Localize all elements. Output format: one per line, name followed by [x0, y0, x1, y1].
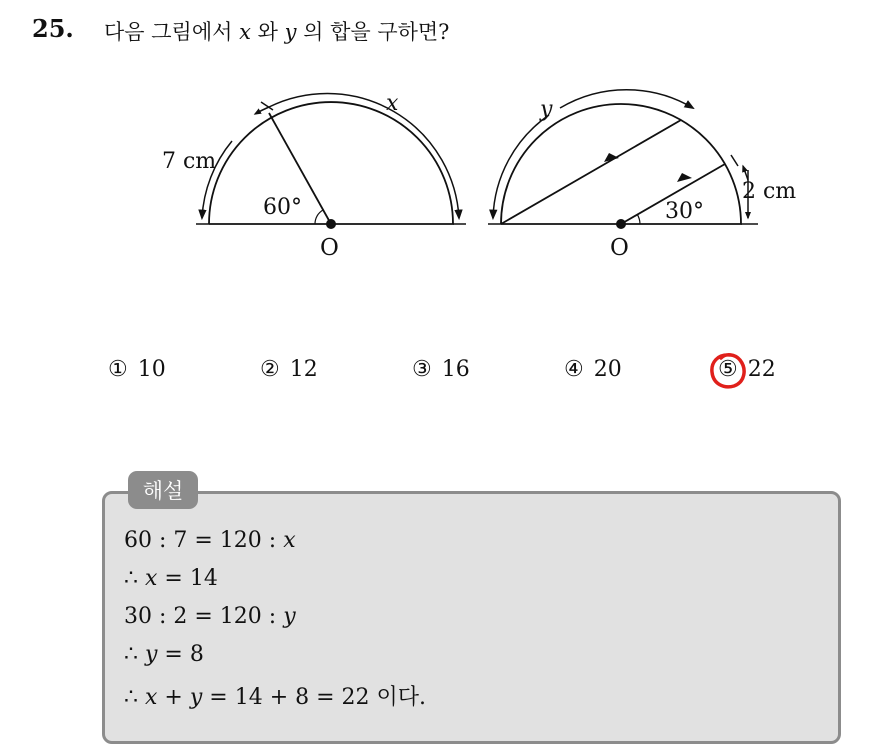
variable-x: x	[145, 566, 158, 591]
solution-text: ∴	[124, 685, 145, 710]
right-angle-label: 30°	[665, 199, 704, 224]
choice-value: 22	[747, 357, 776, 382]
choice-4[interactable]	[564, 357, 622, 382]
left-semicircle	[209, 102, 453, 224]
solution-text: 60 : 7 = 120 :	[124, 528, 284, 553]
variable-y: y	[145, 642, 158, 667]
left-arc-label: x	[386, 91, 399, 116]
variable-x: x	[283, 528, 296, 553]
variable-y: y	[283, 604, 296, 629]
solution-text: ∴	[124, 642, 145, 667]
solution-text: = 8	[157, 642, 204, 667]
question-number: 25.	[32, 14, 74, 43]
semicircle-figure	[0, 0, 884, 300]
choice-marker: ②	[260, 357, 280, 382]
left-center-label: O	[320, 235, 339, 261]
question-text-part: 와	[250, 20, 285, 44]
question-text-part: 의 합을 구하면?	[296, 20, 450, 44]
variable-y: y	[189, 685, 203, 710]
right-length-label: 2 cm	[742, 179, 797, 204]
solution-text: = 14	[157, 566, 218, 591]
choice-marker: ⑤	[718, 357, 738, 382]
solution-line-1	[124, 528, 296, 553]
left-radius-label: 7 cm	[162, 149, 217, 174]
right-center-dot	[616, 219, 626, 229]
solution-line-4	[124, 642, 204, 667]
choice-value: 20	[593, 357, 622, 382]
solution-line-2	[124, 566, 218, 591]
solution-tag: 해설	[128, 471, 198, 509]
choice-value: 16	[441, 357, 470, 382]
solution-text: ∴	[124, 566, 145, 591]
right-semicircle	[501, 104, 741, 224]
choice-marker: ①	[108, 357, 128, 382]
choice-2[interactable]	[260, 357, 318, 382]
left-angle-label: 60°	[263, 195, 302, 220]
right-direction-arrows	[604, 153, 692, 182]
right-arc-label: y	[540, 97, 553, 122]
solution-text: +	[157, 685, 190, 710]
right-center-label: O	[610, 235, 629, 261]
choice-value: 12	[289, 357, 318, 382]
answer-circle-mark	[707, 347, 751, 393]
choice-value: 10	[137, 357, 166, 382]
solution-line-3	[124, 604, 296, 629]
solution-text: = 14 + 8 = 22 이다.	[202, 685, 427, 710]
choice-marker: ④	[564, 357, 584, 382]
variable-x: x	[239, 20, 251, 44]
variable-x: x	[145, 685, 158, 710]
right-ticks	[488, 155, 758, 224]
variable-y: y	[284, 20, 297, 44]
choice-marker: ③	[412, 357, 432, 382]
solution-text: 30 : 2 = 120 :	[124, 604, 284, 629]
choice-1[interactable]	[108, 357, 166, 382]
right-arc-arrows	[493, 90, 748, 218]
left-arc-ticks	[196, 102, 466, 224]
choice-3[interactable]	[412, 357, 470, 382]
left-center-dot	[326, 219, 336, 229]
solution-line-5	[124, 680, 426, 711]
question-text-part: 다음 그림에서	[104, 20, 240, 44]
left-arc-arrows	[202, 93, 459, 218]
